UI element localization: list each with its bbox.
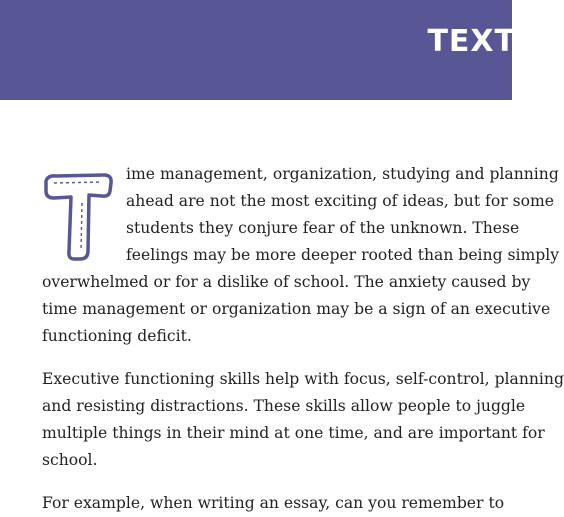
paragraph-2 xyxy=(42,366,564,474)
text-line: ime management, organization, studying and planning xyxy=(126,165,559,183)
text-line: and resisting distractions. These skills allow people to juggle xyxy=(42,397,526,415)
article-body xyxy=(42,161,564,512)
text-line: multiple things in their mind at one time, and are important for xyxy=(42,424,545,442)
header-banner xyxy=(0,0,516,100)
paragraph-3 xyxy=(42,490,512,517)
drop-cap-letter-t xyxy=(42,171,114,263)
text-line: time management or organization may be a sign of an executive xyxy=(42,300,551,318)
text-line: ahead are not the most exciting of ideas, but for some xyxy=(126,192,555,210)
text-line: For example, when writing an essay, can you remember to xyxy=(42,494,505,512)
text-line: functioning deficit. xyxy=(42,327,192,345)
text-line: overwhelmed or for a dislike of school. The anxiety caused by xyxy=(42,273,531,291)
header-title: TEXT xyxy=(427,24,516,59)
text-line: feelings may be more deeper rooted than being simply xyxy=(126,246,560,264)
text-line: Executive functioning skills help with focus, self-control, planning xyxy=(42,370,564,388)
text-line: students they conjure fear of the unknown. These xyxy=(126,219,520,237)
text-line: school. xyxy=(42,451,98,469)
